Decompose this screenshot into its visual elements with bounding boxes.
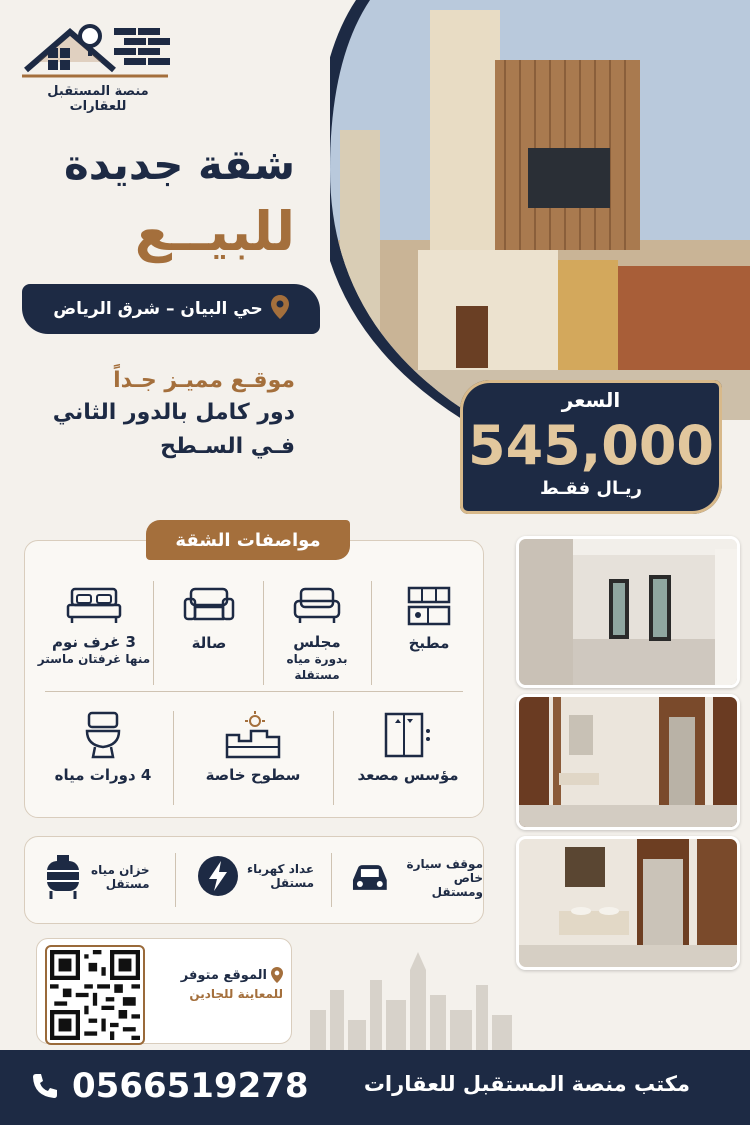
- qr-code-icon: [50, 950, 140, 1040]
- price-currency: ريـال فقـط: [539, 478, 643, 499]
- spec-majlis-sub: بدورة مياه مستقلة: [286, 652, 348, 682]
- feature-line-2: دور كامل بالدور الثاني: [52, 400, 295, 425]
- bed-icon: [66, 585, 122, 627]
- extra-electricity-line1: عداد كهرباء: [247, 862, 315, 876]
- headline-title: شقة جديدة: [64, 140, 295, 189]
- spec-bedrooms: [35, 585, 153, 667]
- extra-electricity: [197, 855, 314, 897]
- qr-code[interactable]: [45, 945, 145, 1045]
- map-pin-icon: [271, 967, 283, 983]
- spec-bedrooms-label: 3 غرف نوم: [52, 633, 136, 651]
- map-card-line2: للمعاينة للجادين: [189, 987, 283, 1001]
- extra-water-line1: خزان مياه: [91, 863, 150, 877]
- toilet-icon: [83, 711, 123, 759]
- sofa-icon: [292, 585, 342, 627]
- extra-water-tank: [43, 853, 150, 901]
- electricity-icon: [197, 855, 239, 897]
- extra-electricity-line2: مستقل: [270, 876, 315, 890]
- spec-rooftop-label: سطوح خاصة: [205, 766, 301, 784]
- phone-number[interactable]: 0566519278: [72, 1066, 309, 1106]
- headline-subtitle: للبيــع: [134, 200, 295, 263]
- location-qr-card[interactable]: [36, 938, 292, 1044]
- location-pill: [22, 284, 320, 334]
- interior-photo-1: [516, 536, 740, 688]
- car-icon: [349, 860, 391, 896]
- spec-rooftop: [175, 711, 331, 784]
- feature-line-3: فـي السـطح: [160, 434, 295, 459]
- hero-photo: [330, 0, 750, 420]
- price-box: [460, 380, 722, 514]
- spec-majlis-label: مجلس: [293, 633, 341, 651]
- rooftop-icon: [223, 711, 283, 759]
- extra-parking-line1: موقف سيارة: [406, 857, 483, 871]
- phone-icon: [30, 1071, 60, 1101]
- spec-elevator-label: مؤسس مصعد: [357, 766, 459, 784]
- office-name: مكتب منصة المستقبل للعقارات: [363, 1072, 690, 1096]
- spec-majlis: [263, 585, 371, 683]
- location-pin-icon: [271, 295, 289, 324]
- extras-panel: [24, 836, 484, 924]
- water-tank-icon: [43, 853, 83, 901]
- spec-kitchen: [381, 585, 477, 652]
- spec-bathrooms-label: 4 دورات مياه: [54, 766, 152, 784]
- specs-title: مواصفات الشقة: [146, 520, 350, 560]
- interior-photo-3: [516, 836, 740, 970]
- house-logo-icon: [18, 14, 178, 86]
- feature-line-1: موقـع مميـز جـداً: [113, 368, 295, 393]
- elevator-icon: [383, 711, 433, 759]
- spec-living-label: صالة: [191, 634, 227, 652]
- price-label: السعر: [561, 388, 621, 412]
- couch-icon: [183, 585, 235, 627]
- extra-parking-line2: خاص ومستقل: [431, 871, 483, 899]
- spec-living: [155, 585, 263, 652]
- spec-kitchen-label: مطبخ: [408, 634, 450, 652]
- skyline-decoration: [300, 950, 520, 1050]
- brand-name: منصة المستقبل للعقارات: [47, 84, 149, 114]
- spec-bathrooms: [35, 711, 171, 784]
- extra-water-line2: مستقل: [105, 877, 150, 891]
- price-value: 545,000: [468, 414, 714, 477]
- map-card-text: [143, 967, 283, 1001]
- extra-parking: [349, 857, 483, 899]
- location-text: حي البيان – شرق الرياض: [53, 299, 263, 319]
- map-card-line1: الموقع متوفر: [180, 967, 267, 983]
- specs-panel: [24, 540, 484, 818]
- spec-elevator: [343, 711, 473, 784]
- spec-bedrooms-sub: منها غرفتان ماستر: [37, 652, 151, 666]
- phone-contact[interactable]: [30, 1066, 309, 1106]
- kitchen-icon: [406, 585, 452, 627]
- interior-photo-2: [516, 694, 740, 830]
